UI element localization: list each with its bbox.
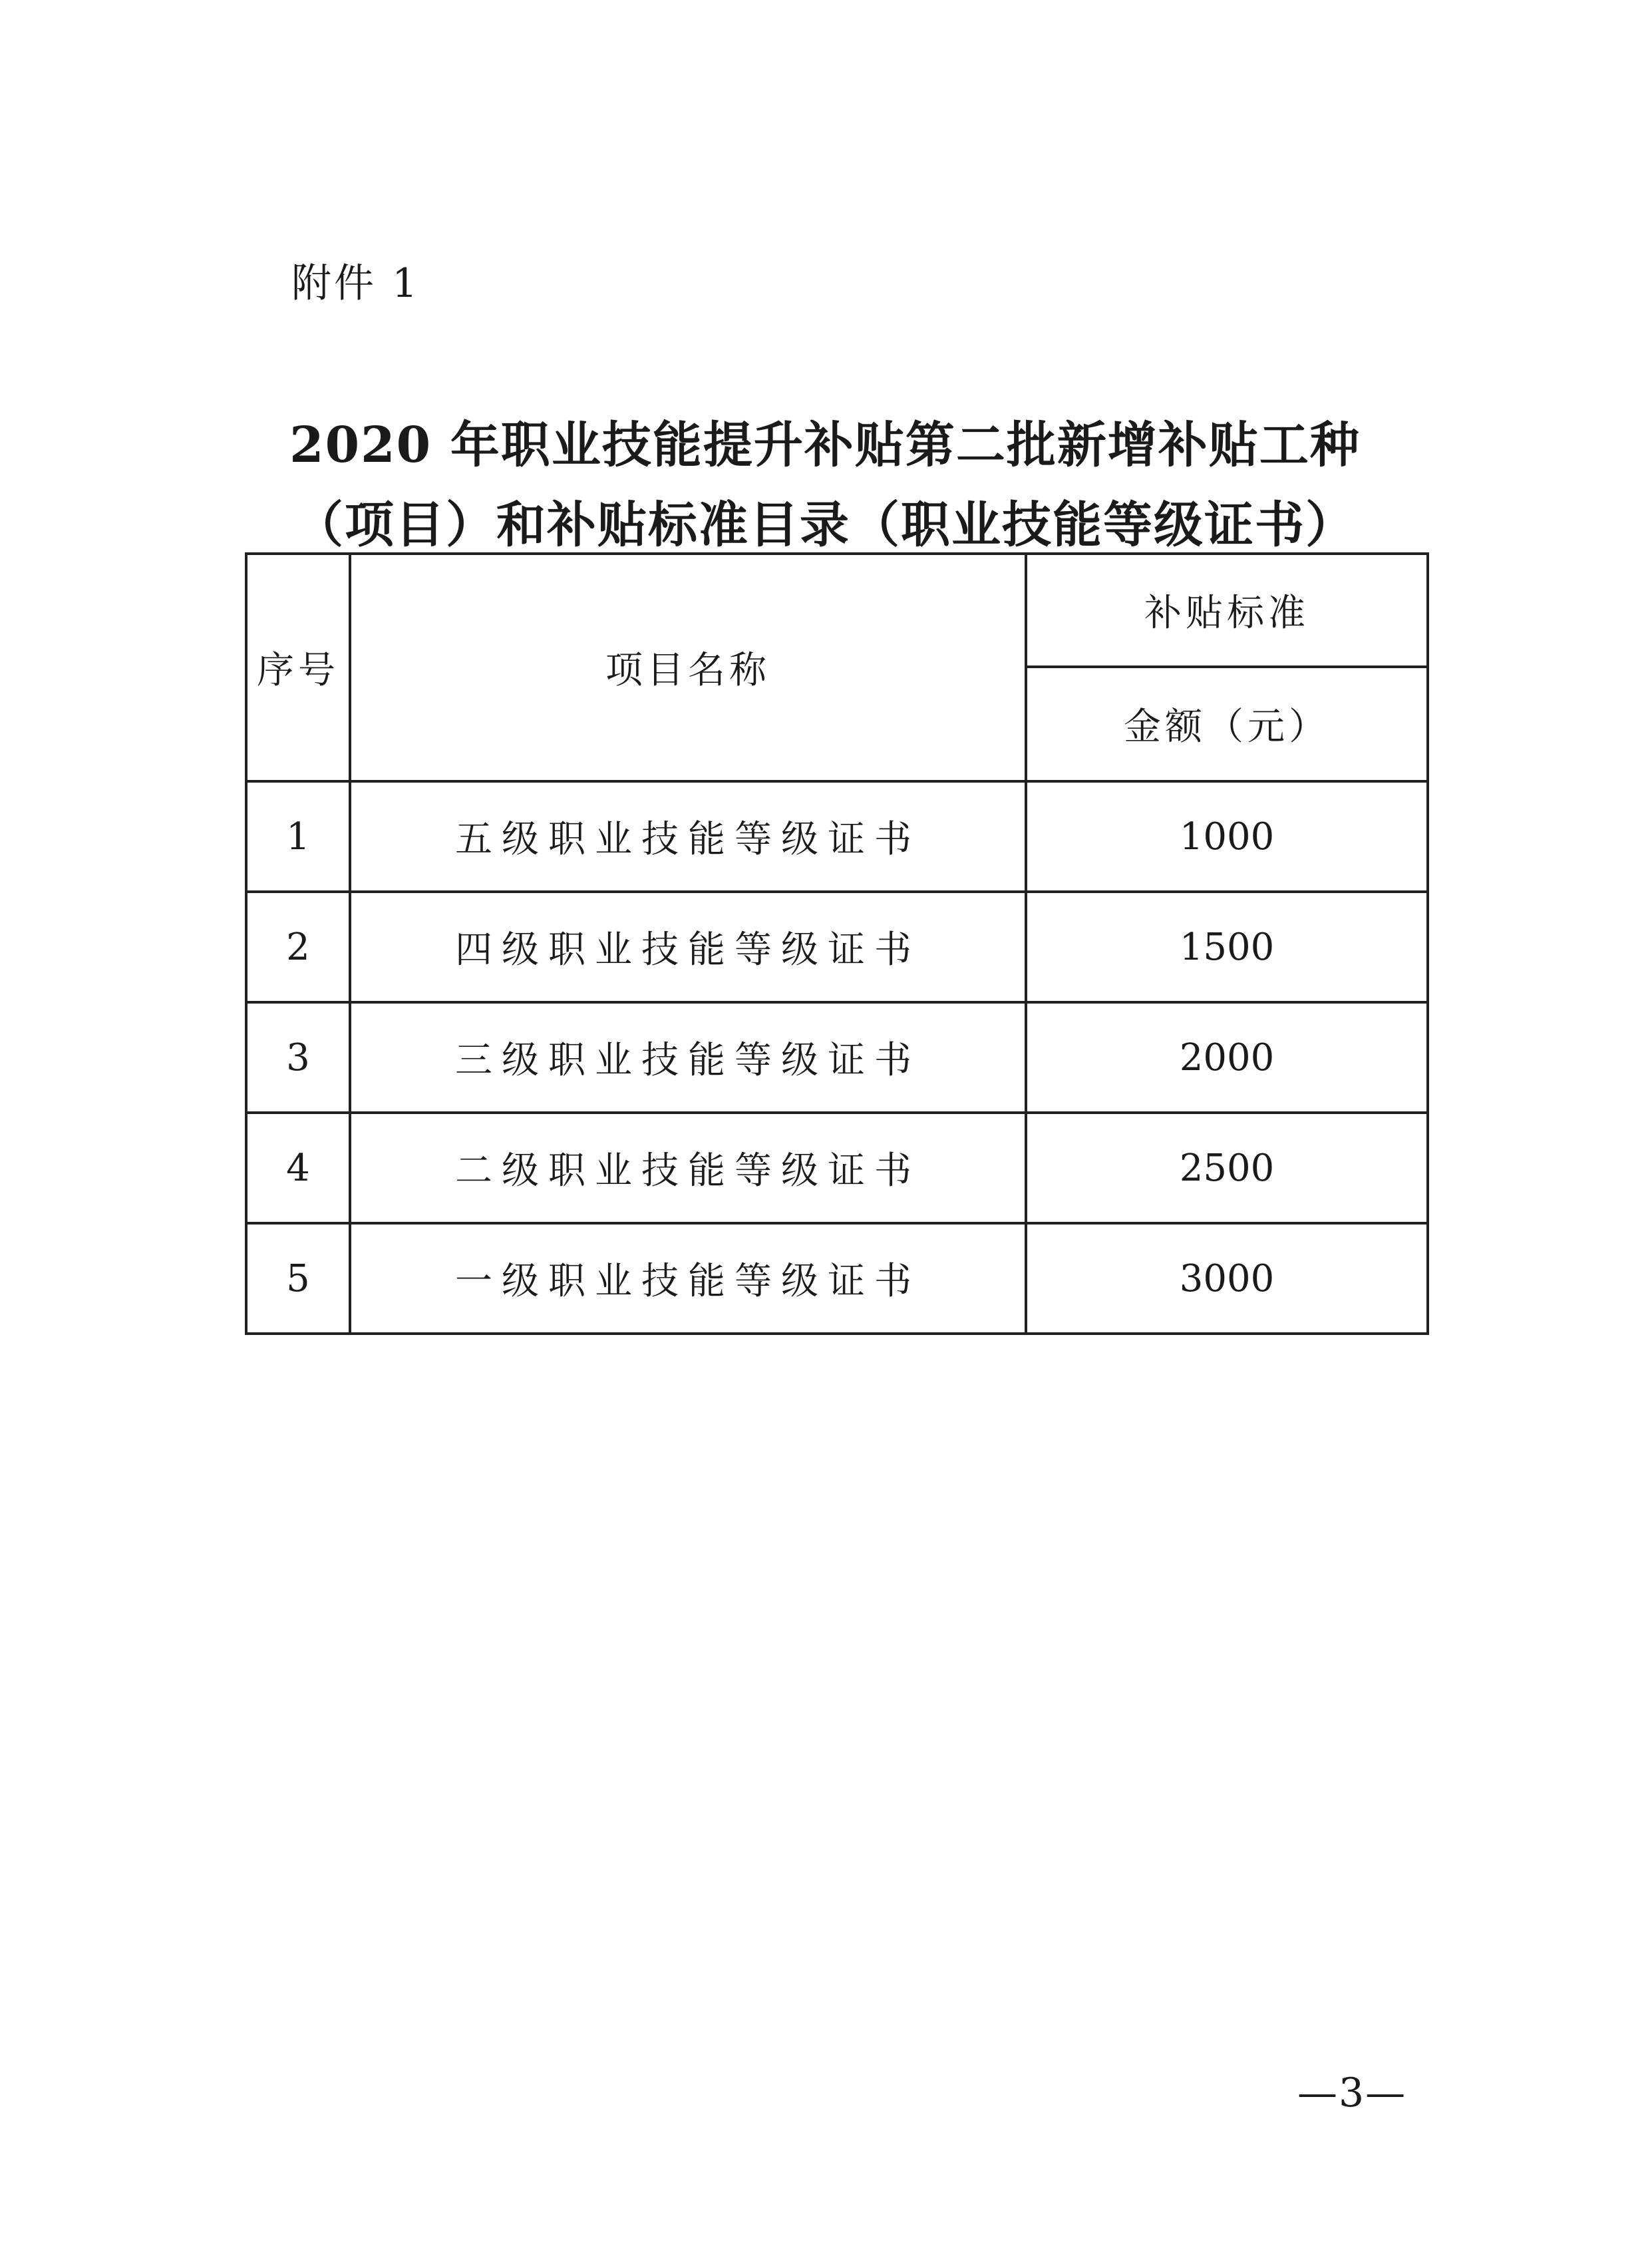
row-amount: 2000 — [1026, 1002, 1428, 1113]
document-title-line-2: （项目）和补贴标准目录（职业技能等级证书） — [294, 496, 1356, 554]
row-serial-number: 5 — [246, 1223, 350, 1334]
page-number: —3— — [1297, 2070, 1407, 2116]
row-serial-number: 1 — [246, 781, 350, 892]
row-item-name: 二级职业技能等级证书 — [350, 1113, 1026, 1223]
row-amount: 1000 — [1026, 781, 1428, 892]
header-subsidy-standard: 补贴标准 — [1026, 554, 1428, 667]
row-item-name: 五级职业技能等级证书 — [350, 781, 1026, 892]
header-serial-number: 序号 — [246, 554, 350, 781]
table-row — [246, 1223, 1428, 1334]
table-header-row — [246, 554, 1428, 667]
table-row — [246, 1002, 1428, 1113]
row-amount: 1500 — [1026, 892, 1428, 1002]
table-row — [246, 781, 1428, 892]
subsidy-table — [245, 552, 1429, 1335]
row-item-name: 四级职业技能等级证书 — [350, 892, 1026, 1002]
header-amount-yuan: 金额（元） — [1026, 667, 1428, 781]
row-amount: 3000 — [1026, 1223, 1428, 1334]
row-item-name: 三级职业技能等级证书 — [350, 1002, 1026, 1113]
header-item-name: 项目名称 — [350, 554, 1026, 781]
document-title-line-1: 2020 年职业技能提升补贴第二批新增补贴工种 — [289, 417, 1361, 474]
attachment-label: 附件 1 — [291, 260, 420, 307]
row-serial-number: 3 — [246, 1002, 350, 1113]
row-serial-number: 4 — [246, 1113, 350, 1223]
table-row — [246, 892, 1428, 1002]
row-item-name: 一级职业技能等级证书 — [350, 1223, 1026, 1334]
row-serial-number: 2 — [246, 892, 350, 1002]
table-row — [246, 1113, 1428, 1223]
row-amount: 2500 — [1026, 1113, 1428, 1223]
